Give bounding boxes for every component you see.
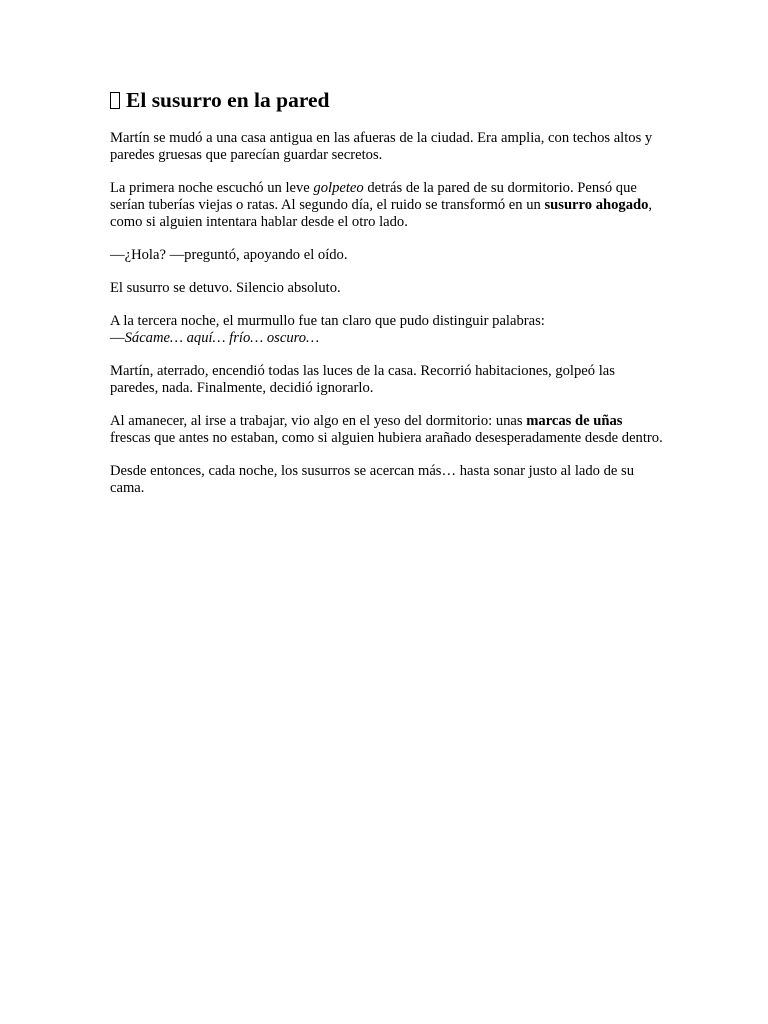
paragraph-text: Al amanecer, al irse a trabajar, vio algo en el yeso del dormitorio: unas <box>110 413 527 429</box>
paragraph-text: El susurro se detuvo. Silencio absoluto. <box>110 280 341 296</box>
story-paragraph <box>110 180 666 231</box>
missing-glyph-icon <box>110 92 120 109</box>
paragraph-text: Martín, aterrado, encendió todas las luces de la casa. Recorrió habitaciones, golpeó las paredes, nada. Finalmente, decidió ignorarlo. <box>110 363 615 396</box>
bold-text: susurro ahogado <box>544 197 649 213</box>
story-title-text: El susurro en la pared <box>126 88 330 112</box>
story-paragraph <box>110 363 666 397</box>
paragraph-text: Martín se mudó a una casa antigua en las afueras de la ciudad. Era amplia, con techos altos y paredes gruesas que parecían guardar secretos. <box>110 130 653 163</box>
story-paragraph <box>110 130 666 164</box>
story-paragraph <box>110 413 666 447</box>
paragraph-text: , como si alguien intentara hablar desde el otro lado. <box>110 197 653 230</box>
story-paragraph <box>110 280 666 297</box>
paragraph-text: A la tercera noche, el murmullo fue tan claro que pudo distinguir palabras: <box>110 313 545 329</box>
paragraph-text: frescas que antes no estaban, como si alguien hubiera arañado desesperadamente desde dentro. <box>110 430 663 446</box>
italic-text: golpeteo <box>313 180 364 196</box>
paragraph-text: Desde entonces, cada noche, los susurros se acercan más… hasta sonar justo al lado de su cama. <box>110 463 634 496</box>
story-paragraph <box>110 313 666 347</box>
story-paragraph <box>110 247 666 264</box>
paragraph-text: — <box>110 330 125 346</box>
paragraph-text: detrás de la pared de su dormitorio. Pensó que serían tuberías viejas o ratas. Al segundo día, el ruido se transformó en un <box>110 180 637 213</box>
document-page <box>110 86 666 513</box>
bold-text: marcas de uñas <box>526 413 623 429</box>
story-title <box>110 86 666 114</box>
paragraph-text: —¿Hola? —preguntó, apoyando el oído. <box>110 247 348 263</box>
story-body <box>110 130 666 497</box>
story-paragraph <box>110 463 666 497</box>
paragraph-text: La primera noche escuchó un leve <box>110 180 314 196</box>
italic-text: Sácame… aquí… frío… oscuro… <box>124 330 320 346</box>
